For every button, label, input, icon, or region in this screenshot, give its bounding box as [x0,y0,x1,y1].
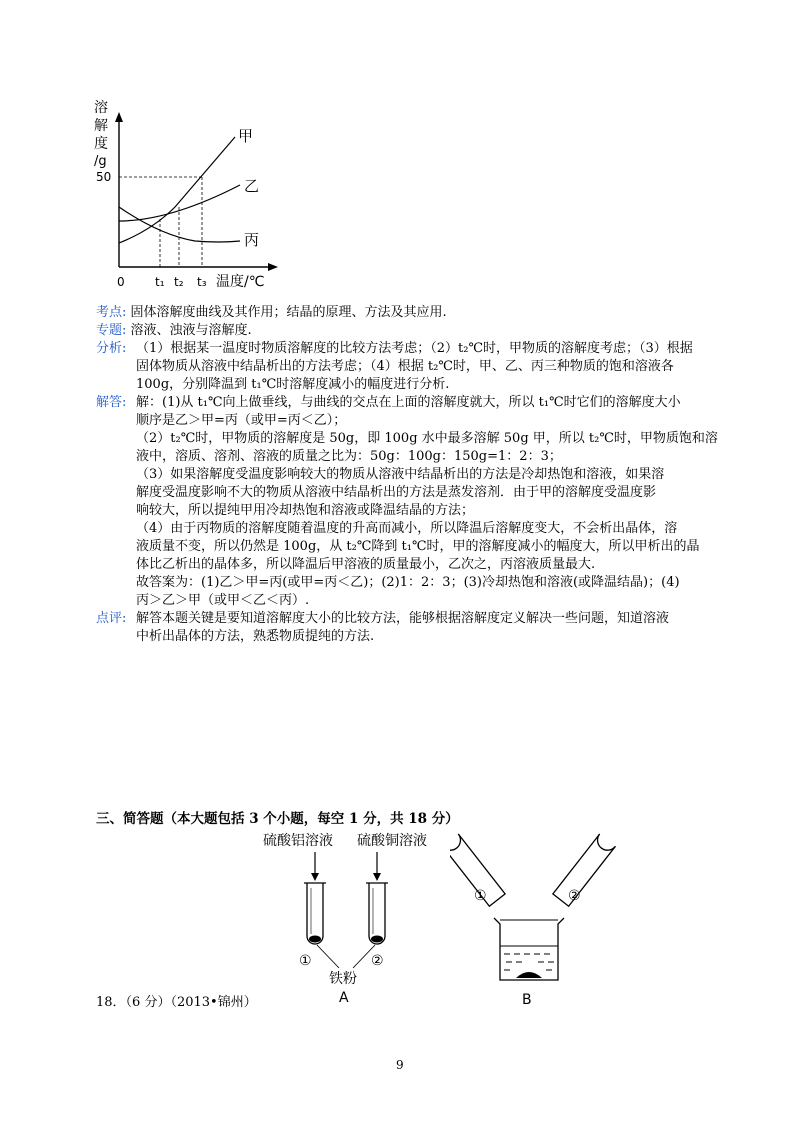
liquid-hatch [504,954,554,970]
b-tube-label-1: ① [474,888,487,904]
y-tick-50: 50 [96,170,112,184]
dianping-label: 点评: [96,611,127,626]
x-origin: 0 [117,275,125,289]
crystal-deposit [516,972,542,978]
kaodian-label: 考点: [96,305,127,320]
fenxi-row [96,340,718,394]
powder-label: 铁粉 [329,971,357,987]
dianping-body [136,610,669,646]
curve-yi [119,185,240,221]
x-axis-label: 温度/℃ [216,274,265,290]
dianping-line: 中析出晶体的方法，熟悉物质提纯的方法. [136,629,375,644]
jieda-line: 液中，溶质、溶剂、溶液的质量之比为：50g：100g：150g=1：2：3； [136,449,562,464]
jieda-line: （3）如果溶解度受温度影响较大的物质从溶液中结晶析出的方法是冷却热饱和溶液，如果溶 [136,467,665,482]
tilted-tube-2 [553,834,616,906]
jieda-line: 响较大，所以提纯甲用冷却热饱和溶液或降温结晶的方法； [136,503,475,518]
test-tube-2 [369,883,385,944]
fenxi-label: 分析: [96,341,127,356]
x-tick-t1: t₁ [155,275,165,289]
dianping-row [96,610,718,646]
curve-label-jia: 甲 [238,127,254,145]
y-axis-arrow [115,112,123,122]
figure-b-caption: B [522,992,532,1008]
section-title: 三、简答题（本大题包括 3 个小题，每空 1 分，共 18 分） [96,811,459,827]
jieda-line: 故答案为：(1)乙＞甲=丙(或甲=丙＜乙)；(2)1：2：3；(3)冷却热饱和溶液(或降温结晶)；(4) [136,575,680,590]
tube-label-2: ② [371,953,384,969]
dianping-line: 解答本题关键是要知道溶解度大小的比较方法，能够根据溶解度定义解决一些问题，知道溶液 [136,611,670,626]
y-axis-char-3: 度 [94,136,108,152]
jieda-row [96,394,718,610]
fenxi-line: （1）根据某一温度时物质溶解度的比较方法考虑；（2）t₂℃时，甲物质的溶解度考虑；（3）根据 [136,341,693,356]
jieda-line: （4）由于丙物质的溶解度随着温度的升高而减小，所以降温后溶解度变大，不会析出晶体，溶 [136,521,678,536]
page-number: 9 [396,1058,404,1072]
curve-jia [119,137,235,243]
zhuanti-text: 溶液、浊液与溶解度. [130,323,252,338]
jieda-line: （2）t₂℃时，甲物质的溶解度是 50g，即 100g 水中最多溶解 50g 甲，所以 t₂℃时，甲物质饱和溶 [136,431,718,446]
zhuanti-label: 专题: [96,323,127,338]
reagent-label-2: 硫酸铜溶液 [357,833,427,849]
iron-powder-1 [309,936,321,943]
jieda-line: 解度受温度影响不大的物质从溶液中结晶析出的方法是蒸发溶剂．由于甲的溶解度受温度影 [136,485,657,500]
fenxi-line: 100g，分别降温到 t₁℃时溶解度减小的幅度进行分析. [136,377,450,392]
fenxi-body [136,340,693,394]
jieda-label: 解答: [96,395,127,410]
zhuanti-row [96,322,718,340]
analysis-block [96,304,718,646]
x-tick-t3: t₃ [197,275,207,289]
fenxi-line: 固体物质从溶液中结晶析出的方法考虑；（4）根据 t₂℃时，甲、乙、丙三种物质的饱和溶液各 [136,359,674,374]
x-axis-arrow [268,263,278,271]
jieda-line: 体比乙析出的晶体多，所以降温后甲溶液的质量最小，乙次之，丙溶液质量最大. [136,557,596,572]
b-tube-label-2: ② [568,888,581,904]
iron-powder-2 [371,936,383,943]
y-axis-char-1: 溶 [94,100,108,116]
kaodian-row [96,304,718,322]
question-header: 18．（6 分）（2013•锦州） [96,995,257,1010]
y-axis-unit: /g [94,154,107,169]
arrow-1-head [311,873,319,881]
jieda-line: 解：(1)从 t₁℃向上做垂线，与曲线的交点在上面的溶解度就大，所以 t₁℃时它们的溶解度大小 [136,395,681,410]
figure-a [255,828,445,1008]
figure-b [450,828,620,1013]
jieda-line: 液质量不变，所以仍然是 100g，从 t₂℃降到 t₁℃时，甲的溶解度减小的幅度大，所以甲析出的晶 [136,539,700,554]
curve-label-bing: 丙 [244,231,260,249]
jieda-line: 丙＞乙＞甲（或甲＜乙＜丙）. [136,593,310,608]
beaker [494,918,564,980]
kaodian-text: 固体溶解度曲线及其作用；结晶的原理、方法及其应用. [130,305,447,320]
figure-a-caption: A [339,990,349,1006]
curve-label-yi: 乙 [244,177,260,195]
x-tick-t2: t₂ [174,275,184,289]
leader-line-1 [317,945,339,968]
test-tube-1 [307,883,323,944]
arrow-2-head [373,873,381,881]
jieda-line: 顺序是乙＞甲=丙（或甲=丙＜乙）； [136,413,347,428]
curve-bing [119,207,240,242]
tube-label-1: ① [299,953,312,969]
solubility-graph [90,95,280,295]
jieda-body [136,394,718,610]
reagent-label-1: 硫酸铝溶液 [263,833,333,849]
y-axis-char-2: 解 [94,118,108,134]
